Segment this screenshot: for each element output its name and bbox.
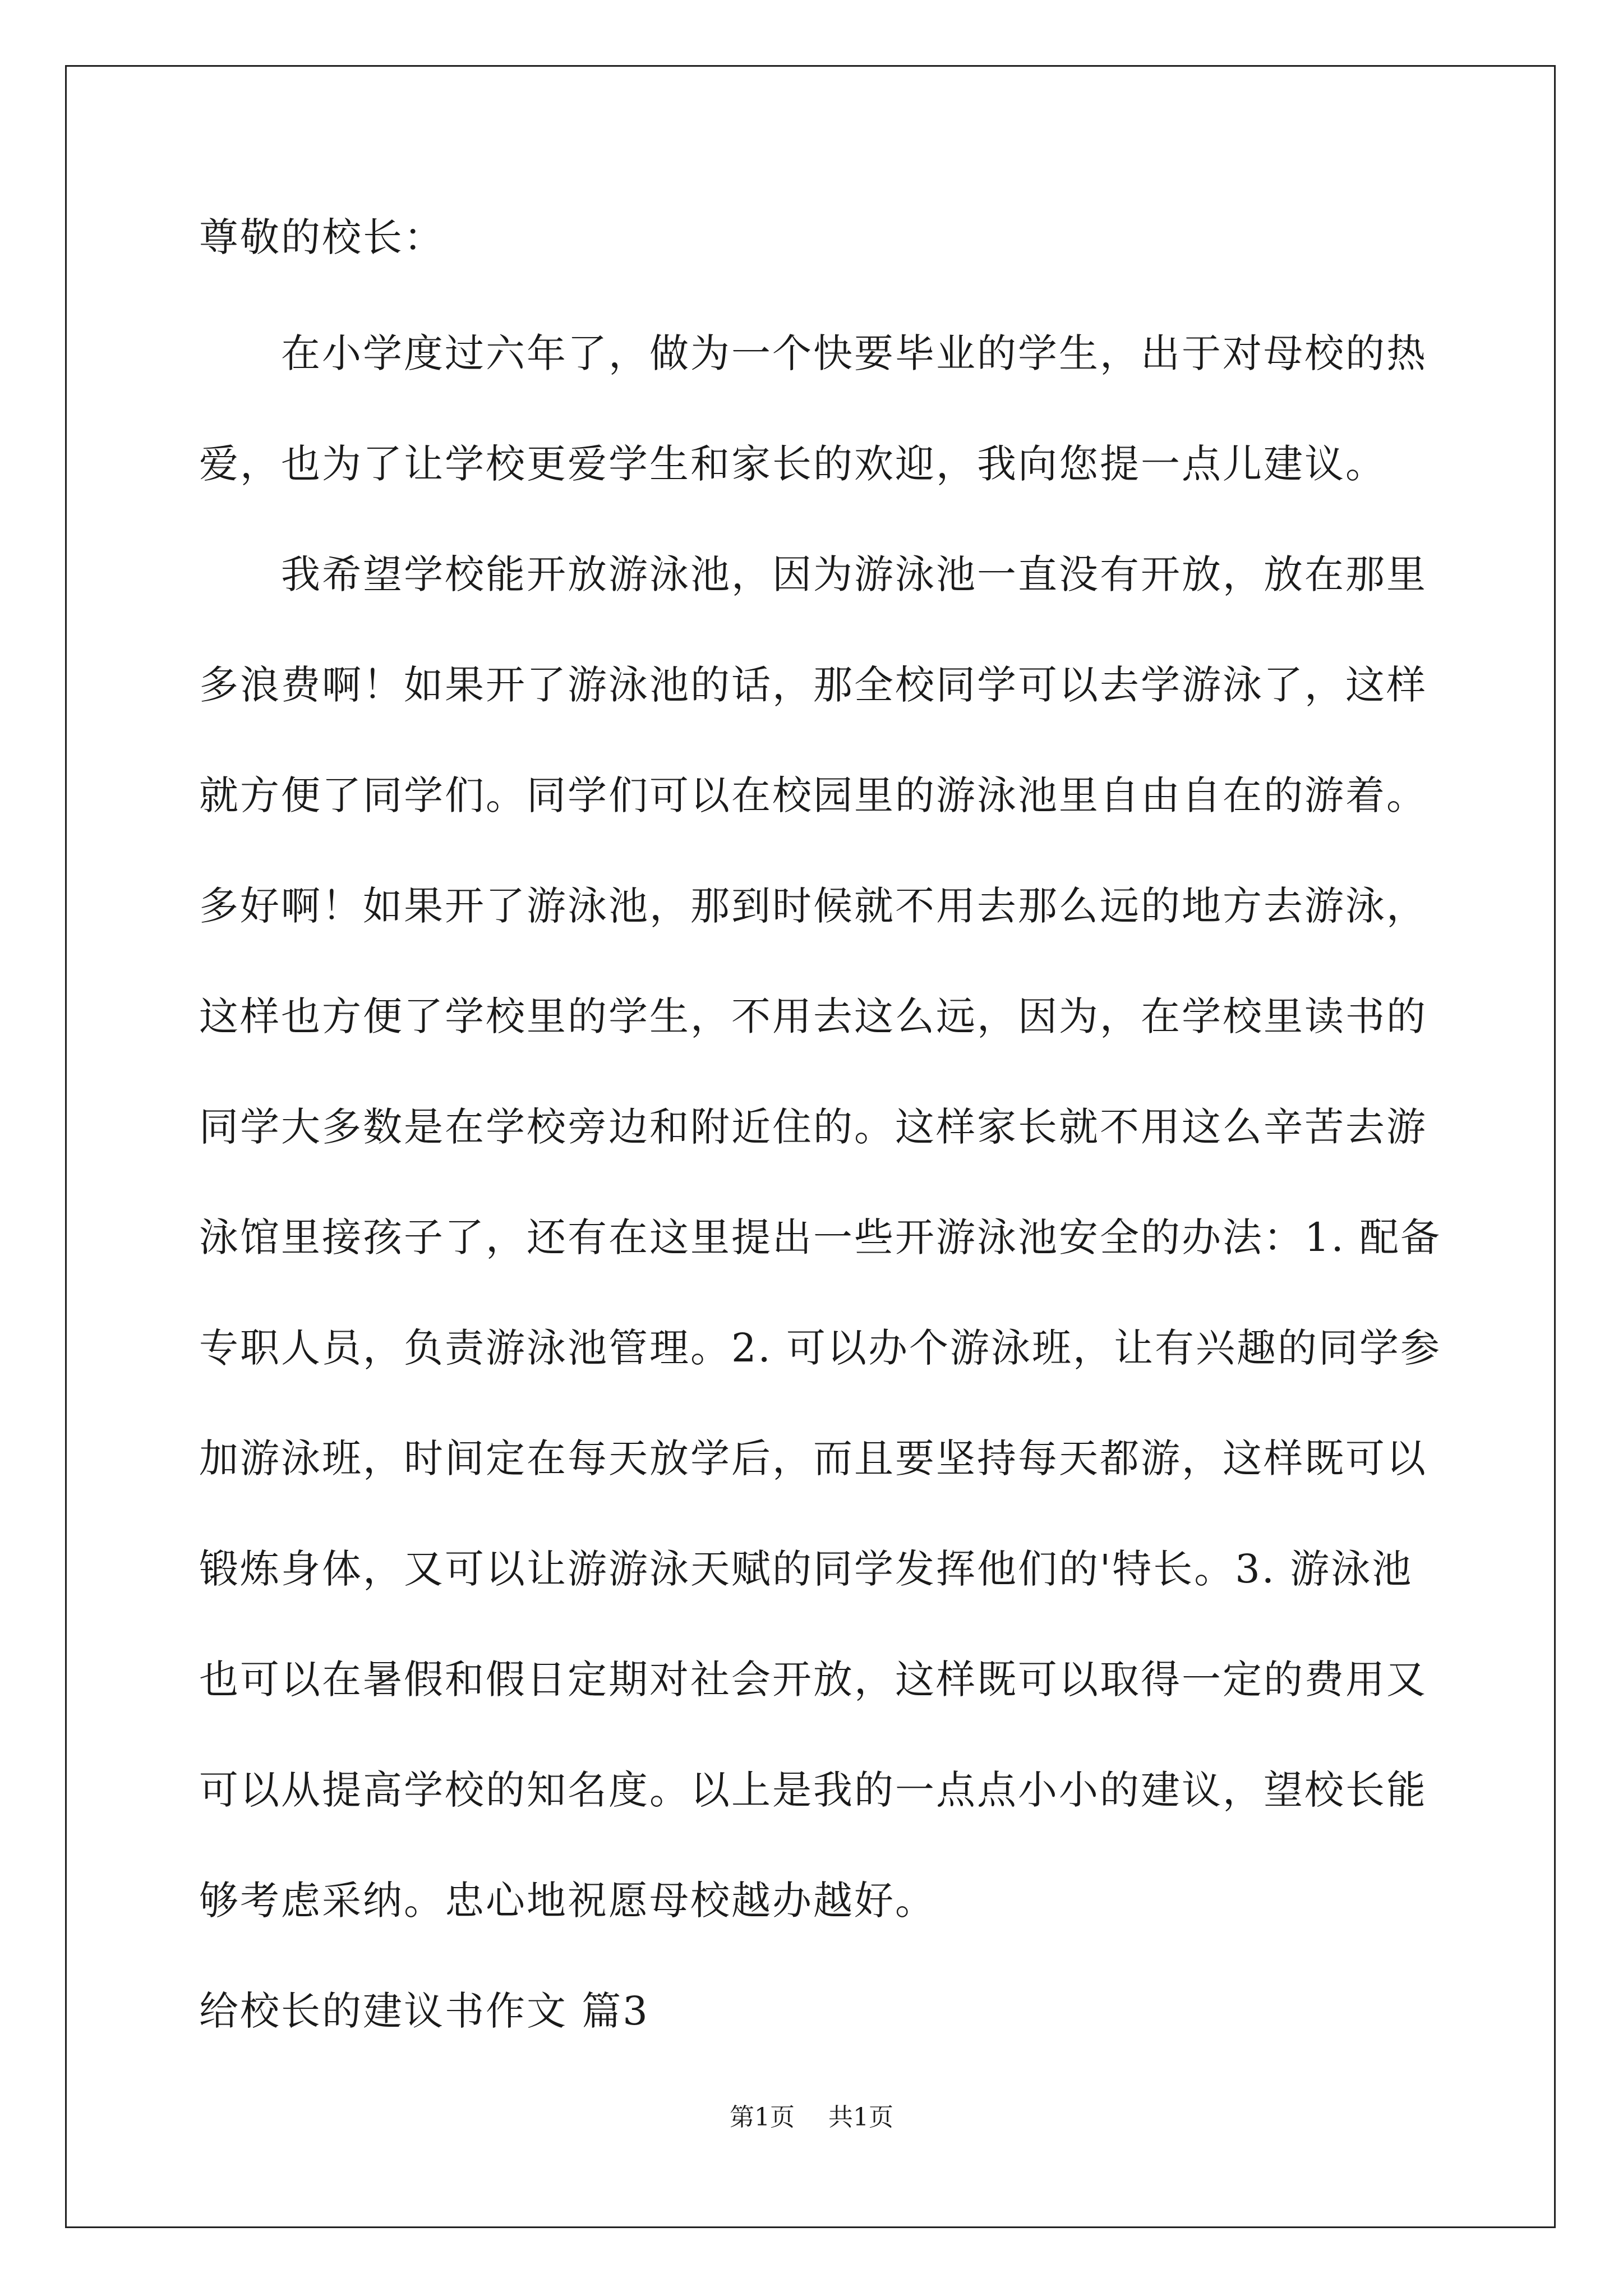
page-number-current: 第1页 [730,2103,795,2132]
paragraph-line: 同学大多数是在学校旁边和附近住的。这样家长就不用这么辛苦去游 [199,1104,1427,1150]
paragraph-line: 在小学度过六年了，做为一个快要毕业的学生，出于对母校的热 [281,330,1427,376]
document-body [199,199,1442,2067]
section-title: 给校长的建议书作文 篇3 [199,1988,649,2034]
paragraph-line: 加游泳班，时间定在每天放学后，而且要坚持每天都游，这样既可以 [199,1435,1427,1481]
paragraph-line: 爱，也为了让学校更爱学生和家长的欢迎，我向您提一点儿建议。 [199,441,1386,487]
paragraph-line: 这样也方便了学校里的学生，不用去这么远，因为，在学校里读书的 [199,993,1427,1039]
paragraph-line: 泳馆里接孩子了，还有在这里提出一些开游泳池安全的办法：1. 配备 [199,1214,1442,1260]
paragraph-line: 锻炼身体，又可以让游游泳天赋的同学发挥他们的'特长。3. 游泳池 [199,1546,1413,1592]
page-footer [0,2101,1623,2134]
page-number-total: 共1页 [828,2103,893,2132]
paragraph-line: 也可以在暑假和假日定期对社会开放，这样既可以取得一定的费用又 [199,1657,1427,1703]
paragraph-1 [199,298,1427,519]
paragraph-line: 我希望学校能开放游泳池，因为游泳池一直没有开放，放在那里 [281,551,1427,597]
paragraph-line: 够考虑采纳。忠心地祝愿母校越办越好。 [199,1878,936,1924]
paragraph-line: 就方便了同学们。同学们可以在校园里的游泳池里自由自在的游着。 [199,772,1427,818]
paragraph-line: 可以从提高学校的知名度。以上是我的一点点小小的建议，望校长能 [199,1767,1427,1813]
paragraph-line: 多好啊！如果开了游泳池，那到时候就不用去那么远的地方去游泳， [199,883,1427,929]
paragraph-line: 专职人员，负责游泳池管理。2. 可以办个游泳班，让有兴趣的同学参 [199,1325,1442,1371]
paragraph-line: 多浪费啊！如果开了游泳池的话，那全校同学可以去学游泳了，这样 [199,662,1427,708]
letter-greeting: 尊敬的校长： [199,214,445,260]
paragraph-2 [199,519,1442,1956]
